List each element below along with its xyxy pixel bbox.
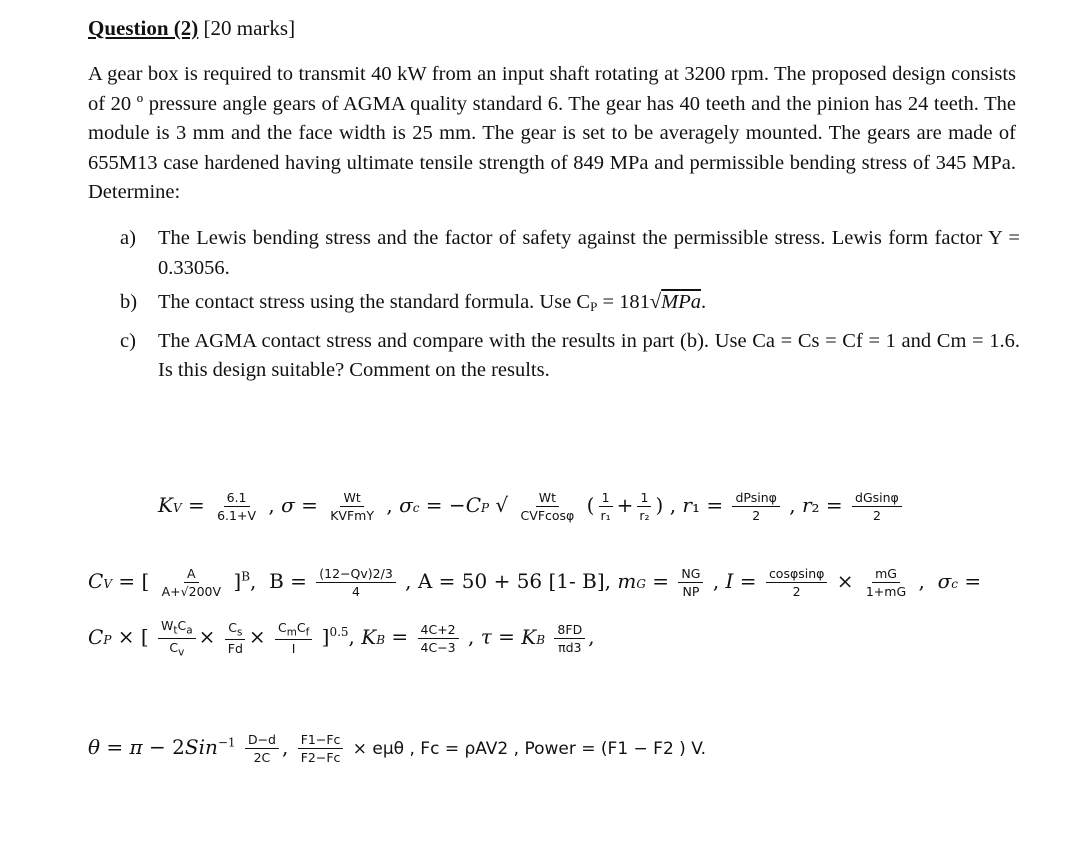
belt-fraction: $\frac{F1-Fc}{F2-Fc}$ [298,732,344,765]
formula-line-3: CP × [ $\frac{W_tC_a}{C_v}$ × $\frac{C_s}{Fd}$ × $\frac{C_mC_f}{I}$ ]$^{0.5}$, KB = $\frac{4C+2}{4C-3}$ , τ = KB $\frac{8FD}{\pi d3}$ , [88,618,595,658]
belt-tail: × eμθ , Fc = ρAV2 , Power = (F1 − F2 ) V. [352,739,707,759]
part-c-label: c) [120,329,136,352]
b-fraction: $\frac{(12-Qv)2/3}{4}$ [316,566,396,599]
part-c-text: The AGMA contact stress and compare with the results in part (b). Use Ca = Cs = Cf = 1 and Cm = 1.6. Is this design suitable? Comment on the results. [158,329,1020,381]
kv-fraction: $\frac{6.1}{6.1+V}$ [217,490,257,523]
part-a [120,224,1020,283]
part-b-radicand: MPa [661,291,702,313]
sigma-fraction: $\frac{Wt}{\text{KVFmY}}$ [330,490,374,523]
theta-fraction: $\frac{D-d}{2C}$ [245,732,279,765]
tau-fraction: $\frac{8FD}{\pi d3}$ [554,622,585,655]
question-marks: [20 marks] [203,16,296,40]
a-expression: A = 50 + 56 [1- B] [417,569,605,593]
part-a-text: The Lewis bending stress and the factor of safety against the permissible stress. Lewis form factor Y = 0.33056. [158,227,1020,279]
part-b-text-after: . [701,291,707,313]
formula-line-4: θ = π − 2Sin$^{-1}$ $\frac{D-d}{2C}$ , $\frac{F1-Fc}{F2-Fc}$ × eμθ , Fc = ρAV2 , Power = (F1 − F2 ) V. [88,732,707,765]
i2-fraction: $\frac{mG}{1+mG}$ [865,566,907,599]
formula-line-1: KV = $\frac{6.1}{6.1+V}$ , σ = $\frac{Wt}{\text{KVFmY}}$ , σc = −CP √ $\frac{Wt}{\text{CVFcosφ}}$ ( $\frac{1}{\text{r₁}}$ + $\frac{1}{\text{r₂}}$ ) , r₁ = $\frac{dPsin\varphi}{2}$ , r₂ = $\frac{dGsin\varphi}{2}$ [158,490,905,523]
part-a-label: a) [120,227,136,249]
i-fraction: $\frac{\cos\varphi\sin\varphi}{2}$ [766,566,827,599]
part-b [120,288,1020,322]
part-b-subscript: P [590,299,598,314]
question-title: Question (2) [88,16,199,40]
cv-fraction: $\frac{A}{A+√200V}$ [161,566,222,599]
mg-fraction: $\frac{NG}{NP}$ [678,566,703,599]
question-paragraph: A gear box is required to transmit 40 kW from an input shaft rotating at 3200 rpm. The proposed design consists of 20 º pressure angle gears of AGMA quality standard 6. The gear has 40 teeth and the pinion has 24 teeth. The module is 3 mm and the face width is 25 mm. The gear is set to be averagely mounted. The gears are made of 655M13 case hardened having ultimate tensile strength of 849 MPa and permissible bending stress of 345 MPa. Determine: [88,63,1016,203]
contact-stress-fraction: $\frac{Wt}{\text{CVFcosφ}}$ [520,490,575,523]
part-b-label: b) [120,291,138,313]
kb-fraction: $\frac{4C+2}{4C-3}$ [418,622,459,655]
part-c [120,327,1020,386]
part-b-text [158,288,1020,322]
question-parts [120,224,1020,391]
formula-line-2: CV = [ $\frac{A}{A+√200V}$ ]$^B$, B = $\frac{(12-Qv)2/3}{4}$ , A = 50 + 56 [1- B], mG = $\frac{NG}{NP}$ , I = $\frac{\cos\varphi\sin\varphi}{2}$ × $\frac{mG}{1+mG}$ , σc = [88,566,982,599]
part-b-text-mid: = 181√ [597,291,662,313]
r2-fraction: $\frac{dGsin\varphi}{2}$ [852,490,902,523]
question-heading [88,16,295,41]
r1-fraction: $\frac{dPsin\varphi}{2}$ [732,490,779,523]
part-b-text-before: The contact stress using the standard formula. Use C [158,291,591,313]
